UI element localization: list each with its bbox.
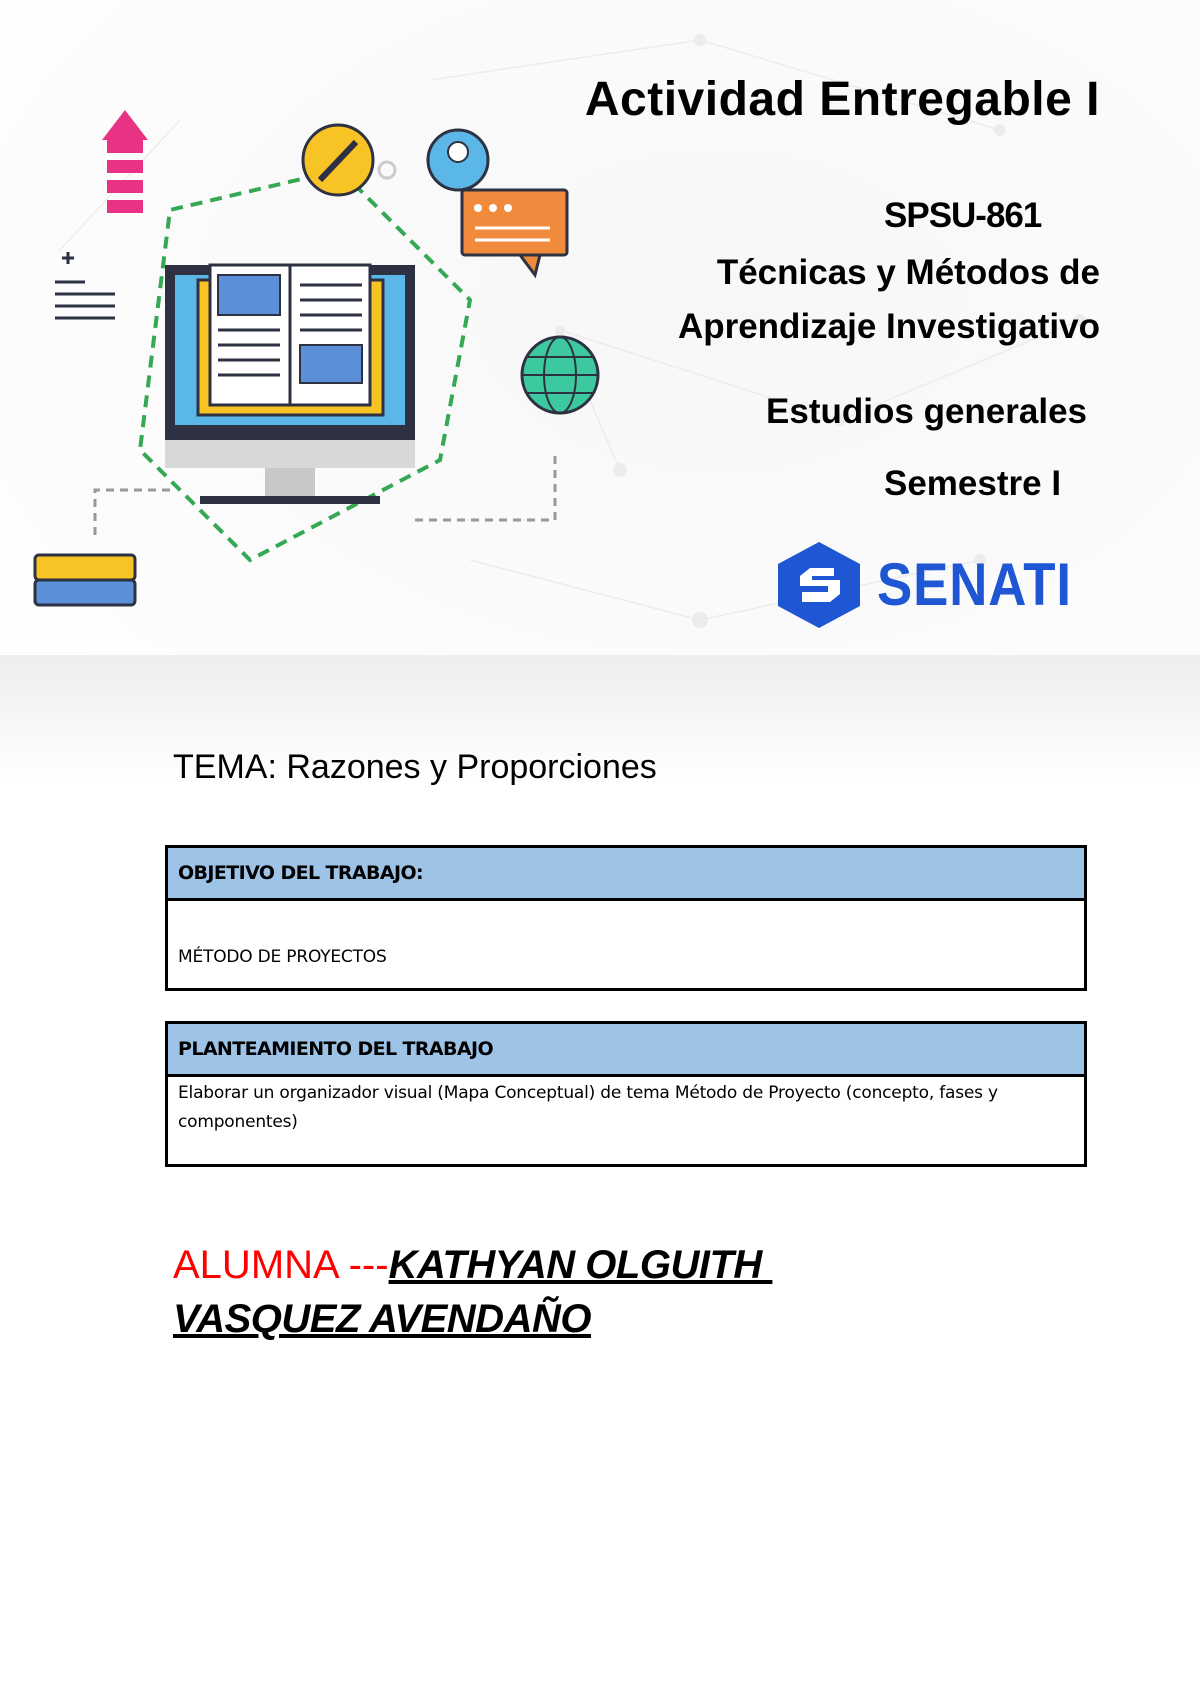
student-label: ALUMNA ---	[173, 1243, 389, 1287]
education-illustration	[0, 90, 620, 710]
pencil-icon	[303, 125, 395, 195]
objective-heading: OBJETIVO DEL TRABAJO:	[168, 848, 1084, 901]
document-title: Actividad Entregable I	[584, 73, 1100, 126]
approach-table	[165, 1021, 1087, 1167]
course-name-line-1: Técnicas y Métodos de	[716, 253, 1100, 292]
course-name	[600, 246, 1100, 354]
approach-body-line-2: componentes)	[178, 1112, 298, 1132]
course-code: SPSU-861	[884, 196, 1042, 235]
student-name-line-2: VASQUEZ AVENDAÑO	[173, 1297, 591, 1341]
semester: Semestre I	[884, 464, 1062, 503]
books-stack-icon	[35, 555, 135, 605]
student-name-block	[173, 1238, 772, 1346]
approach-heading: PLANTEAMIENTO DEL TRABAJO	[168, 1024, 1084, 1077]
approach-body-line-1: Elaborar un organizador visual (Mapa Conceptual) de tema Método de Proyecto (concepto, fases y	[178, 1083, 998, 1103]
senati-logo-text: SENATI	[877, 551, 1072, 618]
document-lines-icon	[55, 252, 115, 318]
topic-value: Razones y Proporciones	[286, 748, 657, 786]
objective-table	[165, 845, 1087, 991]
objective-body: MÉTODO DE PROYECTOS	[178, 947, 387, 967]
open-book-icon	[198, 265, 383, 415]
approach-body	[168, 1077, 1084, 1137]
student-name-line-1: KATHYAN OLGUITH	[388, 1243, 773, 1287]
senati-logo-icon	[772, 540, 867, 630]
topic-label: TEMA:	[173, 748, 277, 786]
study-area: Estudios generales	[766, 392, 1087, 431]
topic	[173, 748, 657, 787]
course-name-line-2: Aprendizaje Investigativo	[677, 307, 1100, 346]
globe-icon	[522, 337, 598, 413]
chat-bubble-icon	[462, 190, 567, 275]
arrow-up-icon	[102, 110, 148, 213]
user-avatar-icon	[428, 130, 488, 190]
senati-logo	[772, 540, 1072, 630]
header-banner	[0, 0, 1200, 780]
